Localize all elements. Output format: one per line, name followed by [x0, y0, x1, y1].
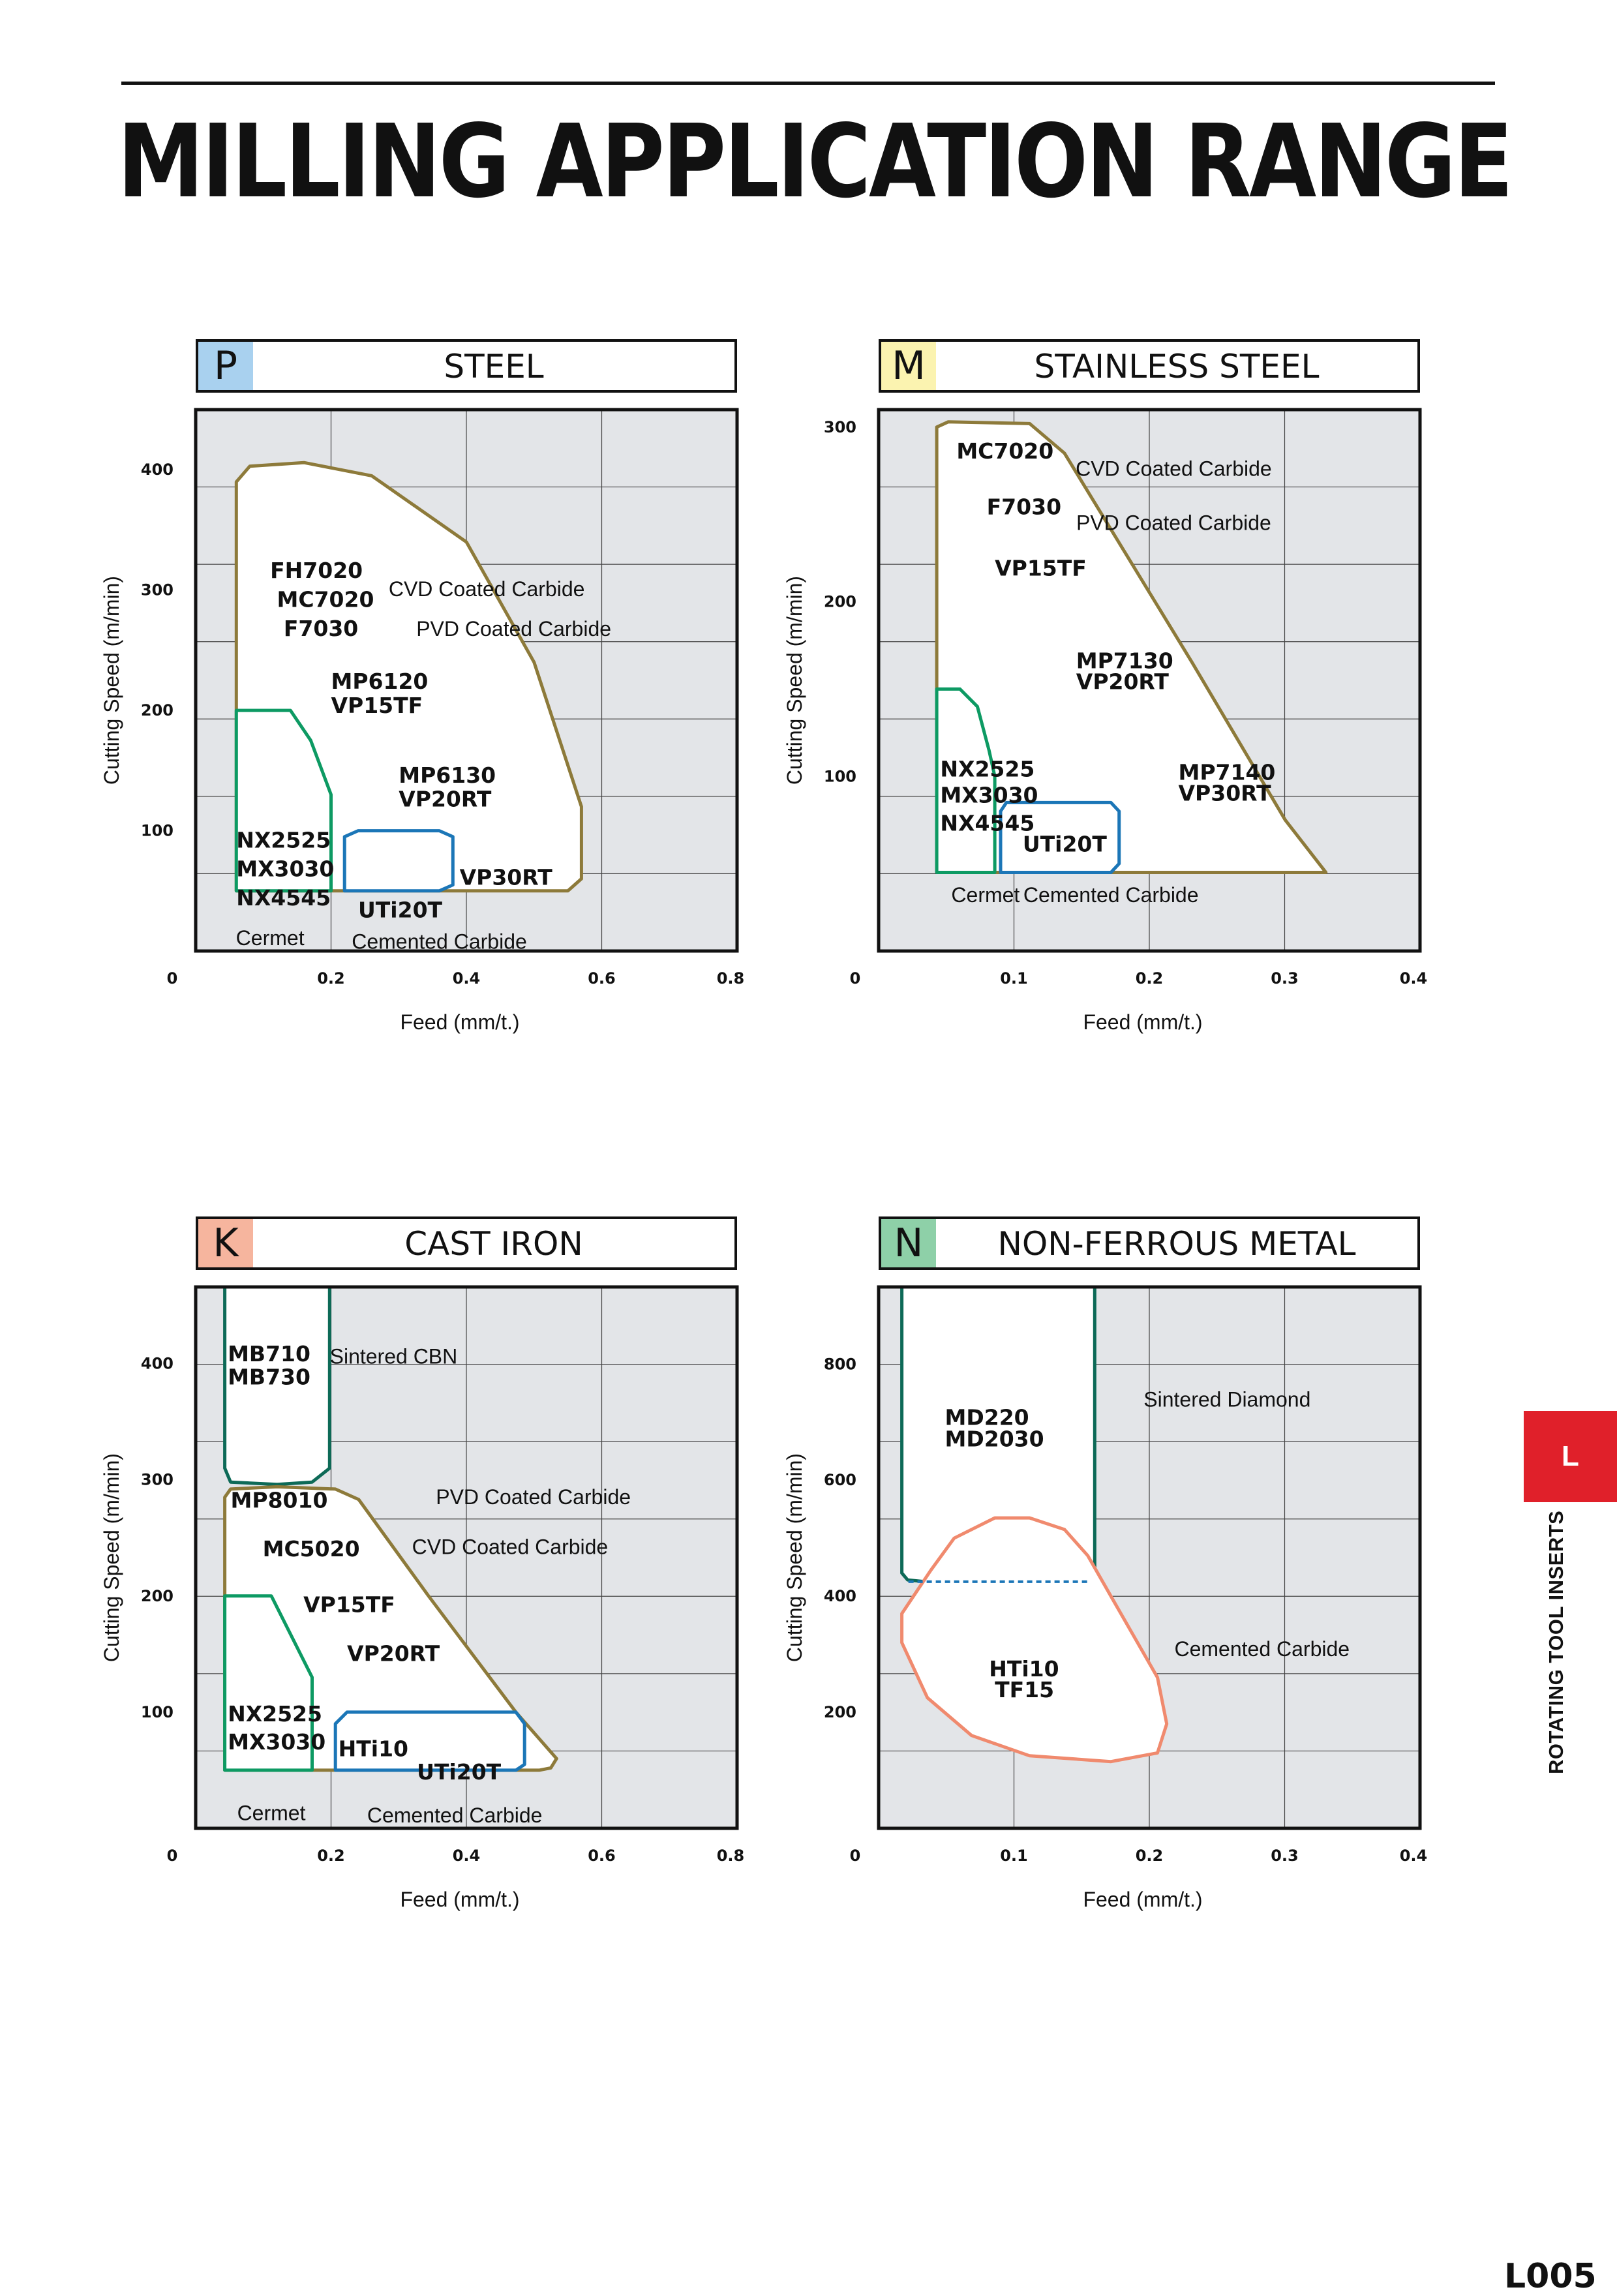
non-ferrous-metal-chart-panel: [783, 1216, 1531, 1973]
x-tick-label: 0.6: [588, 969, 616, 988]
category-label: PVD Coated Carbide: [1076, 511, 1271, 535]
x-tick-label: 0: [166, 1847, 178, 1865]
iso-letter-badge: K: [198, 1219, 253, 1267]
grade-label: NX2525: [228, 1701, 323, 1727]
chart-title: STEEL: [444, 348, 544, 385]
x-tick-label: 0.6: [588, 1847, 616, 1865]
y-tick-label: 200: [823, 592, 856, 611]
y-tick-label: 100: [823, 767, 856, 786]
y-axis-label: Cutting Speed (m/min): [783, 1453, 806, 1663]
steel-chart-panel: [100, 339, 848, 1096]
grade-label: UTi20T: [417, 1759, 502, 1785]
y-axis-label: Cutting Speed (m/min): [783, 575, 806, 785]
chart-title: STAINLESS STEEL: [1034, 348, 1320, 385]
grade-label: VP15TF: [331, 692, 423, 718]
grade-label: UTi20T: [358, 897, 443, 923]
category-label: Cermet: [235, 926, 305, 950]
stainless-steel-chart-panel: [783, 339, 1531, 1096]
x-tick-label: 0.2: [317, 1847, 345, 1865]
category-label: CVD Coated Carbide: [388, 577, 585, 601]
y-tick-label: 100: [140, 1702, 174, 1721]
x-tick-label: 0.4: [1399, 1847, 1428, 1865]
chart-svg: [783, 339, 1531, 1096]
x-tick-label: 0.4: [1399, 969, 1428, 988]
grade-label: MB710: [228, 1340, 310, 1367]
grade-label: MP7140: [1178, 759, 1276, 785]
grade-label: VP30RT: [459, 864, 552, 890]
grade-label: F7030: [283, 615, 359, 641]
category-label: Cemented Carbide: [352, 929, 527, 954]
chart-svg: [100, 1216, 848, 1973]
grade-label: HTi10: [989, 1655, 1059, 1682]
page-title: MILLING APPLICATION RANGE: [117, 102, 1511, 220]
chart-svg: [783, 1216, 1531, 1973]
category-label: Cemented Carbide: [1174, 1637, 1350, 1661]
y-tick-label: 400: [823, 1587, 856, 1606]
y-tick-label: 800: [823, 1355, 856, 1374]
grade-label: MX3030: [228, 1729, 326, 1755]
grade-label: MP6130: [399, 762, 496, 788]
top-rule: [121, 82, 1495, 85]
grade-label: VP15TF: [303, 1592, 395, 1618]
chart-svg: [100, 339, 848, 1096]
category-label: Sintered CBN: [329, 1344, 458, 1368]
y-axis-label: Cutting Speed (m/min): [100, 1453, 123, 1663]
x-tick-label: 0.8: [716, 1847, 745, 1865]
category-label: Cermet: [951, 883, 1020, 907]
category-label: PVD Coated Carbide: [436, 1485, 631, 1509]
grade-label: MP8010: [230, 1487, 328, 1513]
category-label: CVD Coated Carbide: [412, 1535, 609, 1559]
x-tick-label: 0.1: [1000, 969, 1028, 988]
y-tick-label: 100: [140, 821, 174, 840]
grade-label: TF15: [995, 1676, 1055, 1702]
y-tick-label: 300: [823, 417, 856, 436]
grade-label: HTi10: [338, 1736, 409, 1762]
y-tick-label: 400: [140, 1354, 174, 1373]
grade-label: NX2525: [940, 756, 1035, 782]
category-label: Cemented Carbide: [1023, 883, 1199, 907]
page-number: L005: [1504, 2257, 1597, 2296]
x-tick-label: 0.3: [1271, 1847, 1299, 1865]
iso-letter-badge: P: [198, 342, 253, 390]
y-tick-label: 300: [140, 1470, 174, 1489]
chart-title: CAST IRON: [404, 1225, 583, 1263]
x-tick-label: 0: [849, 969, 861, 988]
grade-label: VP30RT: [1178, 780, 1271, 806]
grade-label: MX3030: [940, 782, 1038, 808]
grade-label: NX4545: [940, 810, 1035, 836]
y-axis-label: Cutting Speed (m/min): [100, 575, 123, 785]
y-tick-label: 200: [140, 1586, 174, 1605]
x-tick-label: 0.4: [452, 1847, 481, 1865]
grade-label: VP20RT: [1076, 669, 1169, 695]
grade-label: MP6120: [331, 668, 429, 694]
category-label: CVD Coated Carbide: [1076, 457, 1272, 481]
grade-label: MX3030: [236, 856, 335, 882]
x-tick-label: 0.2: [1135, 969, 1164, 988]
x-axis-label: Feed (mm/t.): [1083, 1010, 1203, 1034]
category-label: Cermet: [237, 1801, 306, 1825]
x-tick-label: 0.8: [716, 969, 745, 988]
section-tab-letter: L: [1562, 1440, 1579, 1472]
grade-label: MC7020: [956, 438, 1054, 464]
x-axis-label: Feed (mm/t.): [1083, 1888, 1203, 1911]
grade-label: MD2030: [945, 1426, 1044, 1452]
x-tick-label: 0: [849, 1847, 861, 1865]
grade-label: UTi20T: [1022, 831, 1107, 857]
grade-label: MD220: [945, 1404, 1029, 1430]
grade-label: F7030: [986, 494, 1062, 520]
grade-label: VP15TF: [995, 555, 1087, 581]
y-tick-label: 600: [823, 1471, 856, 1490]
grade-label: FH7020: [270, 558, 363, 584]
x-tick-label: 0.2: [1135, 1847, 1164, 1865]
x-axis-label: Feed (mm/t.): [400, 1010, 520, 1034]
y-tick-label: 300: [140, 581, 174, 599]
grade-label: NX4545: [236, 884, 331, 911]
region-hti: [344, 831, 453, 891]
category-label: Sintered Diamond: [1143, 1387, 1311, 1412]
grade-label: MC7020: [277, 586, 374, 612]
chart-title: NON-FERROUS METAL: [997, 1225, 1356, 1263]
grade-label: NX2525: [236, 827, 331, 853]
grade-label: VP20RT: [399, 786, 492, 812]
x-tick-label: 0.4: [452, 969, 481, 988]
grade-label: MB730: [228, 1364, 310, 1390]
y-tick-label: 200: [823, 1703, 856, 1722]
grade-label: VP20RT: [347, 1640, 440, 1667]
x-axis-label: Feed (mm/t.): [400, 1888, 520, 1911]
grade-label: MP7130: [1076, 648, 1173, 674]
category-label: PVD Coated Carbide: [416, 616, 612, 641]
x-tick-label: 0.1: [1000, 1847, 1028, 1865]
x-tick-label: 0: [166, 969, 178, 988]
grade-label: MC5020: [262, 1536, 360, 1562]
y-tick-label: 400: [140, 461, 174, 479]
x-tick-label: 0.2: [317, 969, 345, 988]
section-tab: [1524, 1411, 1617, 1502]
x-tick-label: 0.3: [1271, 969, 1299, 988]
y-tick-label: 200: [140, 701, 174, 720]
iso-letter-badge: M: [881, 342, 936, 390]
section-tab-text: ROTATING TOOL INSERTS: [1545, 1510, 1567, 1774]
iso-letter-badge: N: [881, 1219, 936, 1267]
category-label: Cemented Carbide: [367, 1804, 543, 1828]
cast-iron-chart-panel: [100, 1216, 848, 1973]
